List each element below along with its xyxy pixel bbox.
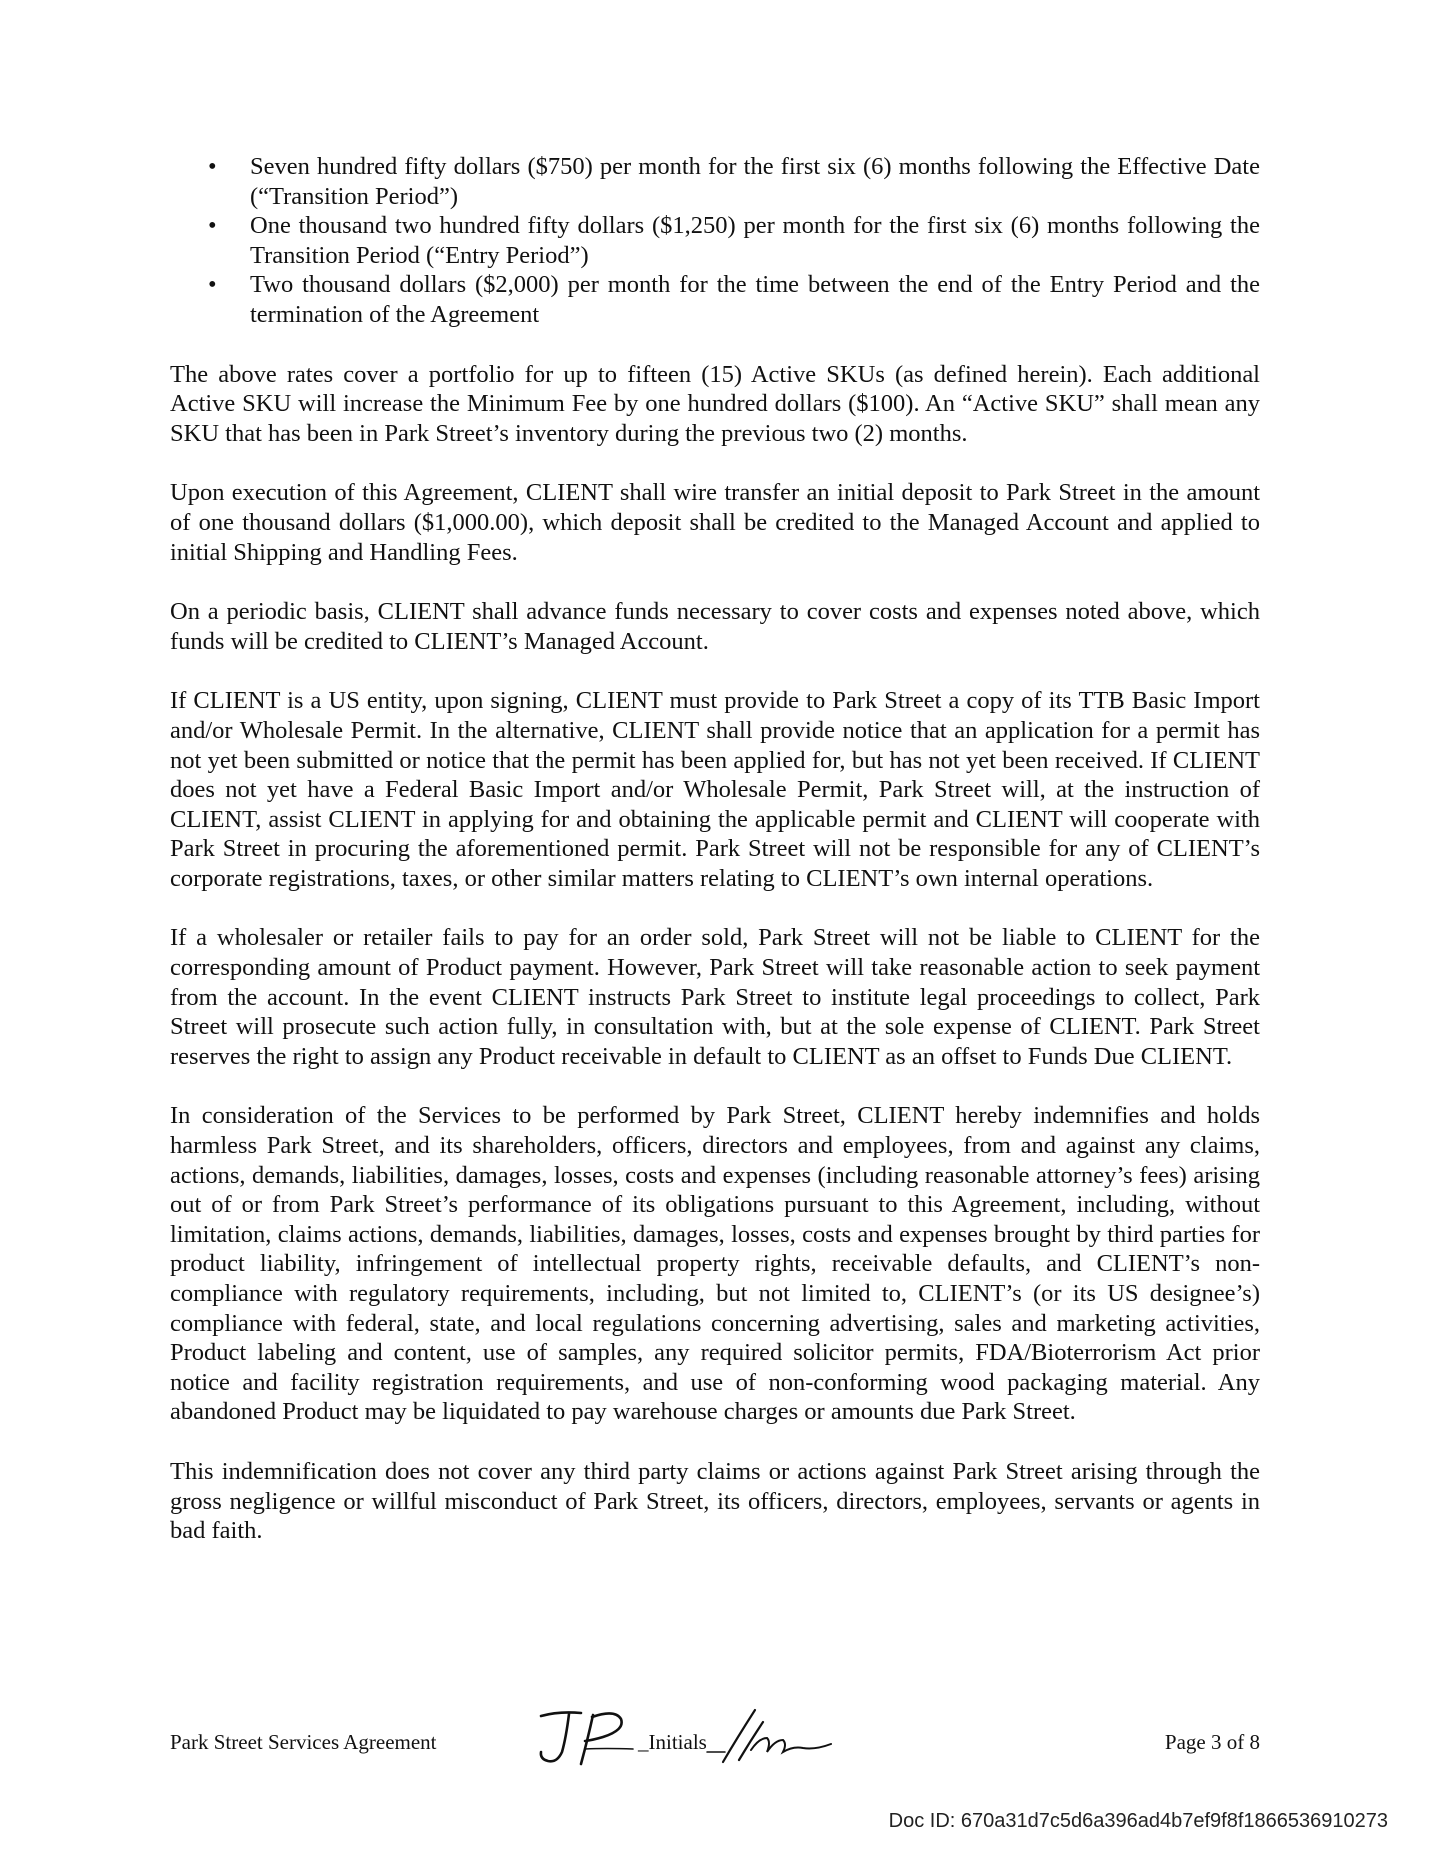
paragraph-advance-funds: On a periodic basis, CLIENT shall advance funds necessary to cover costs and expenses noted above, which funds will be credited to CLIENT’s Managed Account. [170,598,1260,655]
page-number: Page 3 of 8 [1164,1730,1260,1754]
paragraph-active-sku: The above rates cover a portfolio for up to fifteen (15) Active SKUs (as defined herein). Each additional Active SKU will increase the Minimum Fee by one hundred dollars ($100). An “Active SKU” shall mean any SKU that has been in Park Street’s inventory during the previous two (2) months. [170,360,1260,447]
initials-signature-second [705,1704,835,1766]
paragraph-permit: If CLIENT is a US entity, upon signing, CLIENT must provide to Park Street a copy of its TTB Basic Import and/or Wholesale Permit. In the alternative, CLIENT shall provide notice that an application for a permit has not yet been submitted or notice that the permit has been applied for, but has not yet been received. If CLIENT does not yet have a Federal Basic Import and/or Wholesale Permit, Park Street will, at the instruction of CLIENT, assist CLIENT in applying for and obtaining the applicable permit and CLIENT will cooperate with Park Street in procuring the aforementioned permit. Park Street will not be responsible for any of CLIENT’s corporate registrations, taxes, or other similar matters relating to CLIENT’s own internal operations. [170,687,1260,892]
paragraph-payment-default: If a wholesaler or retailer fails to pay for an order sold, Park Street will not be liable to CLIENT for the corresponding amount of Product payment. However, Park Street will take reasonable action to seek payment from the account. In the event CLIENT instructs Park Street to institute legal proceedings to collect, Park Street will prosecute such action fully, in consultation with, but at the sole expense of CLIENT. Park Street reserves the right to assign any Product receivable in default to CLIENT as an offset to Funds Due CLIENT. [170,924,1260,1070]
paragraph-indemnification-exclusion: This indemnification does not cover any third party claims or actions against Park Street arising through the gross negligence or willful misconduct of Park Street, its officers, directors, employees, servants or agents in bad faith. [170,1457,1260,1545]
bullet-text: Seven hundred fifty dollars ($750) per month for the first six (6) months following the Effective Date (“Transition Period”) [250,153,1260,210]
initials-block [535,1708,855,1768]
footer-agreement-name: Park Street Services Agreement [170,1730,437,1754]
bullet-icon: • [208,212,217,240]
list-item [170,211,1260,270]
bullet-text: One thousand two hundred fifty dollars ($1,250) per month for the first six (6) months following the Transition Period (“Entry Period”) [250,212,1260,269]
paragraph-initial-deposit: Upon execution of this Agreement, CLIENT shall wire transfer an initial deposit to Park Street in the amount of one thousand dollars ($1,000.00), which deposit shall be credited to the Managed Account and applied to initial Shipping and Handling Fees. [170,479,1260,566]
initials-label: _Initials [638,1730,707,1754]
fee-bullet-list [170,152,1260,330]
page-footer [170,1708,1260,1768]
bullet-icon: • [208,271,217,299]
list-item [170,270,1260,329]
bullet-text: Two thousand dollars ($2,000) per month for the time between the end of the Entry Period and the termination of the Agreement [250,271,1260,328]
initials-signature-jp [535,1708,637,1768]
document-id: Doc ID: 670a31d7c5d6a396ad4b7ef9f8f1866536910273 [888,1810,1388,1832]
paragraph-indemnification: In consideration of the Services to be performed by Park Street, CLIENT hereby indemnifies and holds harmless Park Street, and its shareholders, officers, directors and employees, from and against any claims, actions, demands, liabilities, damages, losses, costs and expenses (including reasonable attorney’s fees) arising out of or from Park Street’s performance of its obligations pursuant to this Agreement, including, without limitation, claims actions, demands, liabilities, damages, losses, costs and expenses brought by third parties for product liability, infringement of intellectual property rights, receivable defaults, and CLIENT’s non-compliance with regulatory requirements, including, but not limited to, CLIENT’s (or its US designee’s) compliance with federal, state, and local regulations concerning advertising, sales and marketing activities, Product labeling and content, use of samples, any required solicitor permits, FDA/Bioterrorism Act prior notice and facility registration requirements, and use of non-conforming wood packaging material. Any abandoned Product may be liquidated to pay warehouse charges or amounts due Park Street. [170,1102,1260,1426]
bullet-icon: • [208,153,217,180]
list-item [170,152,1260,211]
page-body [170,152,1260,1546]
